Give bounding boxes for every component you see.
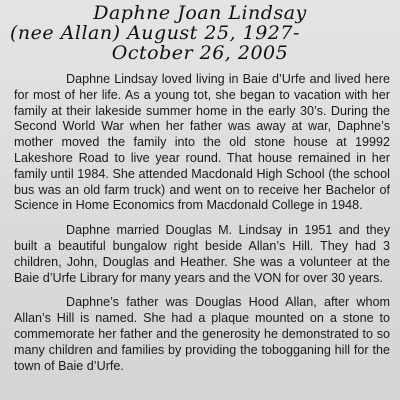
obituary-body bbox=[14, 72, 390, 383]
paragraph-early-life: Daphne Lindsay loved living in Baie d’Urfe and lived here for most of her life. As a young tot, she began to vacation with her family at their lakeside summer home in the early 30’s. During the Second World War when her father was away at war, Daphne’s mother moved the family into the old stone house at 19992 Lakeshore Road to live year round. That house remained in her family until 1984. She attended Macdonald High School (the school bus was an old farm truck) and went on to receive her Bachelor of Science in Home Economics from Macdonald College in 1948. bbox=[14, 72, 390, 213]
paragraph-father: Daphne’s father was Douglas Hood Allan, after whom Allan’s Hill is named. She had a plaque mounted on a stone to commemorate her father and the generosity he demonstrated to so many children and families by providing the tobogganing hill for the town of Baie d’Urfe. bbox=[14, 295, 390, 373]
title-death-date: October 26, 2005 bbox=[111, 42, 289, 64]
title-name: Daphne Joan Lindsay bbox=[93, 2, 307, 24]
title-maiden-name-dates: (nee Allan) August 25, 1927- bbox=[10, 22, 300, 44]
paragraph-marriage: Daphne married Douglas M. Lindsay in 1951 and they built a beautiful bungalow right beside Allan’s Hill. They had 3 children, John, Douglas and Heather. She was a volunteer at the Baie d’Urfe Library for many years and the VON for over 30 years. bbox=[14, 223, 390, 285]
